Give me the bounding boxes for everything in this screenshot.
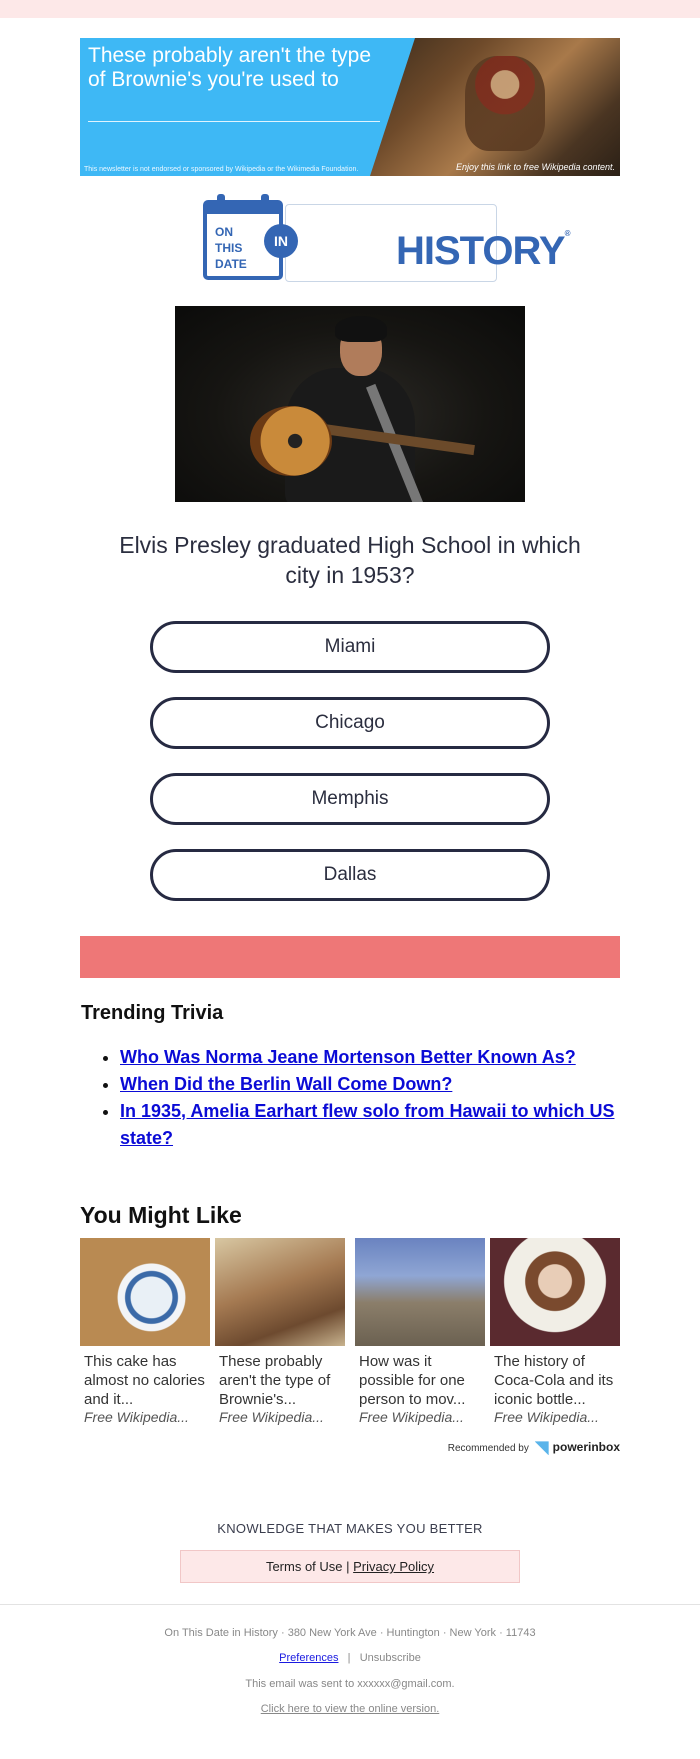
banner-disclaimer: This newsletter is not endorsed or sponsored by Wikipedia or the Wikimedia Foundation. bbox=[84, 166, 359, 173]
prefs-separator: | bbox=[347, 1652, 351, 1664]
list-item bbox=[120, 1071, 620, 1098]
terms-link[interactable]: Terms of Use bbox=[265, 1559, 343, 1574]
card-title: These probably aren't the type of Brownie's... bbox=[219, 1353, 331, 1408]
banner-headline: These probably aren't the type of Brownie's you're used to bbox=[88, 44, 372, 91]
promo-banner[interactable] bbox=[80, 38, 620, 176]
powerinbox-icon bbox=[535, 1441, 549, 1455]
quiz-question: Elvis Presley graduated High School in which city in 1953? bbox=[119, 532, 581, 588]
legal-separator: | bbox=[342, 1559, 354, 1574]
card-title: The history of Coca-Cola and its iconic bottle... bbox=[494, 1353, 614, 1408]
logo-on: ON bbox=[215, 225, 233, 239]
banner-illustration bbox=[370, 38, 620, 176]
card-thumbnail bbox=[215, 1238, 345, 1346]
card-source: Free Wikipedia... bbox=[494, 1409, 599, 1425]
card-source: Free Wikipedia... bbox=[359, 1409, 464, 1425]
recommended-by[interactable] bbox=[430, 1440, 620, 1455]
top-pink-bar bbox=[0, 0, 700, 18]
recommended-card[interactable] bbox=[355, 1238, 485, 1438]
email-preferences-row bbox=[0, 1652, 700, 1664]
you-might-like-heading: You Might Like bbox=[80, 1202, 242, 1228]
answer-button-dallas[interactable]: Dallas bbox=[150, 849, 550, 901]
footer-tagline: KNOWLEDGE THAT MAKES YOU BETTER bbox=[217, 1521, 483, 1536]
list-item bbox=[120, 1098, 620, 1152]
trivia-link-berlin-wall[interactable]: When Did the Berlin Wall Come Down? bbox=[120, 1074, 453, 1094]
answer-button-chicago[interactable]: Chicago bbox=[150, 697, 550, 749]
card-thumbnail bbox=[490, 1238, 620, 1346]
trivia-link-amelia-earhart[interactable]: In 1935, Amelia Earhart flew solo from Hawaii to which US state? bbox=[120, 1101, 615, 1148]
recommended-card[interactable] bbox=[80, 1238, 210, 1438]
banner-rule bbox=[88, 121, 380, 122]
card-source: Free Wikipedia... bbox=[84, 1409, 189, 1425]
recommended-card[interactable] bbox=[490, 1238, 620, 1438]
logo-wordmark-box bbox=[285, 204, 571, 282]
legal-links-box bbox=[180, 1550, 520, 1583]
sent-to-notice: This email was sent to xxxxxx@gmail.com. bbox=[245, 1678, 455, 1690]
ad-placeholder-bar bbox=[80, 936, 620, 978]
card-title: How was it possible for one person to mov... bbox=[359, 1353, 466, 1408]
trending-trivia-heading: Trending Trivia bbox=[81, 1002, 224, 1024]
postal-address: On This Date in History · 380 New York Ave · Huntington · New York · 11743 bbox=[164, 1627, 536, 1639]
logo-history: HISTORY® bbox=[396, 229, 571, 273]
preferences-link[interactable]: Preferences bbox=[279, 1652, 339, 1664]
elvis-photo bbox=[175, 306, 525, 502]
answer-button-miami[interactable]: Miami bbox=[150, 621, 550, 673]
online-version-link[interactable]: Click here to view the online version. bbox=[260, 1703, 440, 1715]
trending-trivia-list bbox=[80, 1044, 620, 1152]
on-this-date-logo[interactable] bbox=[203, 194, 571, 282]
trivia-link-norma-jeane[interactable]: Who Was Norma Jeane Mortenson Better Known As? bbox=[120, 1047, 576, 1067]
banner-cta[interactable]: Enjoy this link to free Wikipedia content. bbox=[456, 162, 615, 172]
recommended-card[interactable] bbox=[215, 1238, 345, 1438]
list-item bbox=[120, 1044, 620, 1071]
privacy-policy-link[interactable]: Privacy Policy bbox=[353, 1559, 435, 1574]
card-thumbnail bbox=[80, 1238, 210, 1346]
unsubscribe-link[interactable]: Unsubscribe bbox=[359, 1652, 421, 1664]
footer-divider bbox=[0, 1604, 700, 1605]
card-source: Free Wikipedia... bbox=[219, 1409, 324, 1425]
card-thumbnail bbox=[355, 1238, 485, 1346]
answer-button-memphis[interactable]: Memphis bbox=[150, 773, 550, 825]
powerinbox-brand: powerinbox bbox=[552, 1440, 620, 1454]
logo-in-badge: IN bbox=[264, 224, 298, 258]
card-title: This cake has almost no calories and it... bbox=[84, 1353, 205, 1408]
logo-date: DATE bbox=[215, 257, 247, 271]
recommended-by-label: Recommended by bbox=[447, 1443, 529, 1454]
logo-this: THIS bbox=[215, 241, 243, 255]
